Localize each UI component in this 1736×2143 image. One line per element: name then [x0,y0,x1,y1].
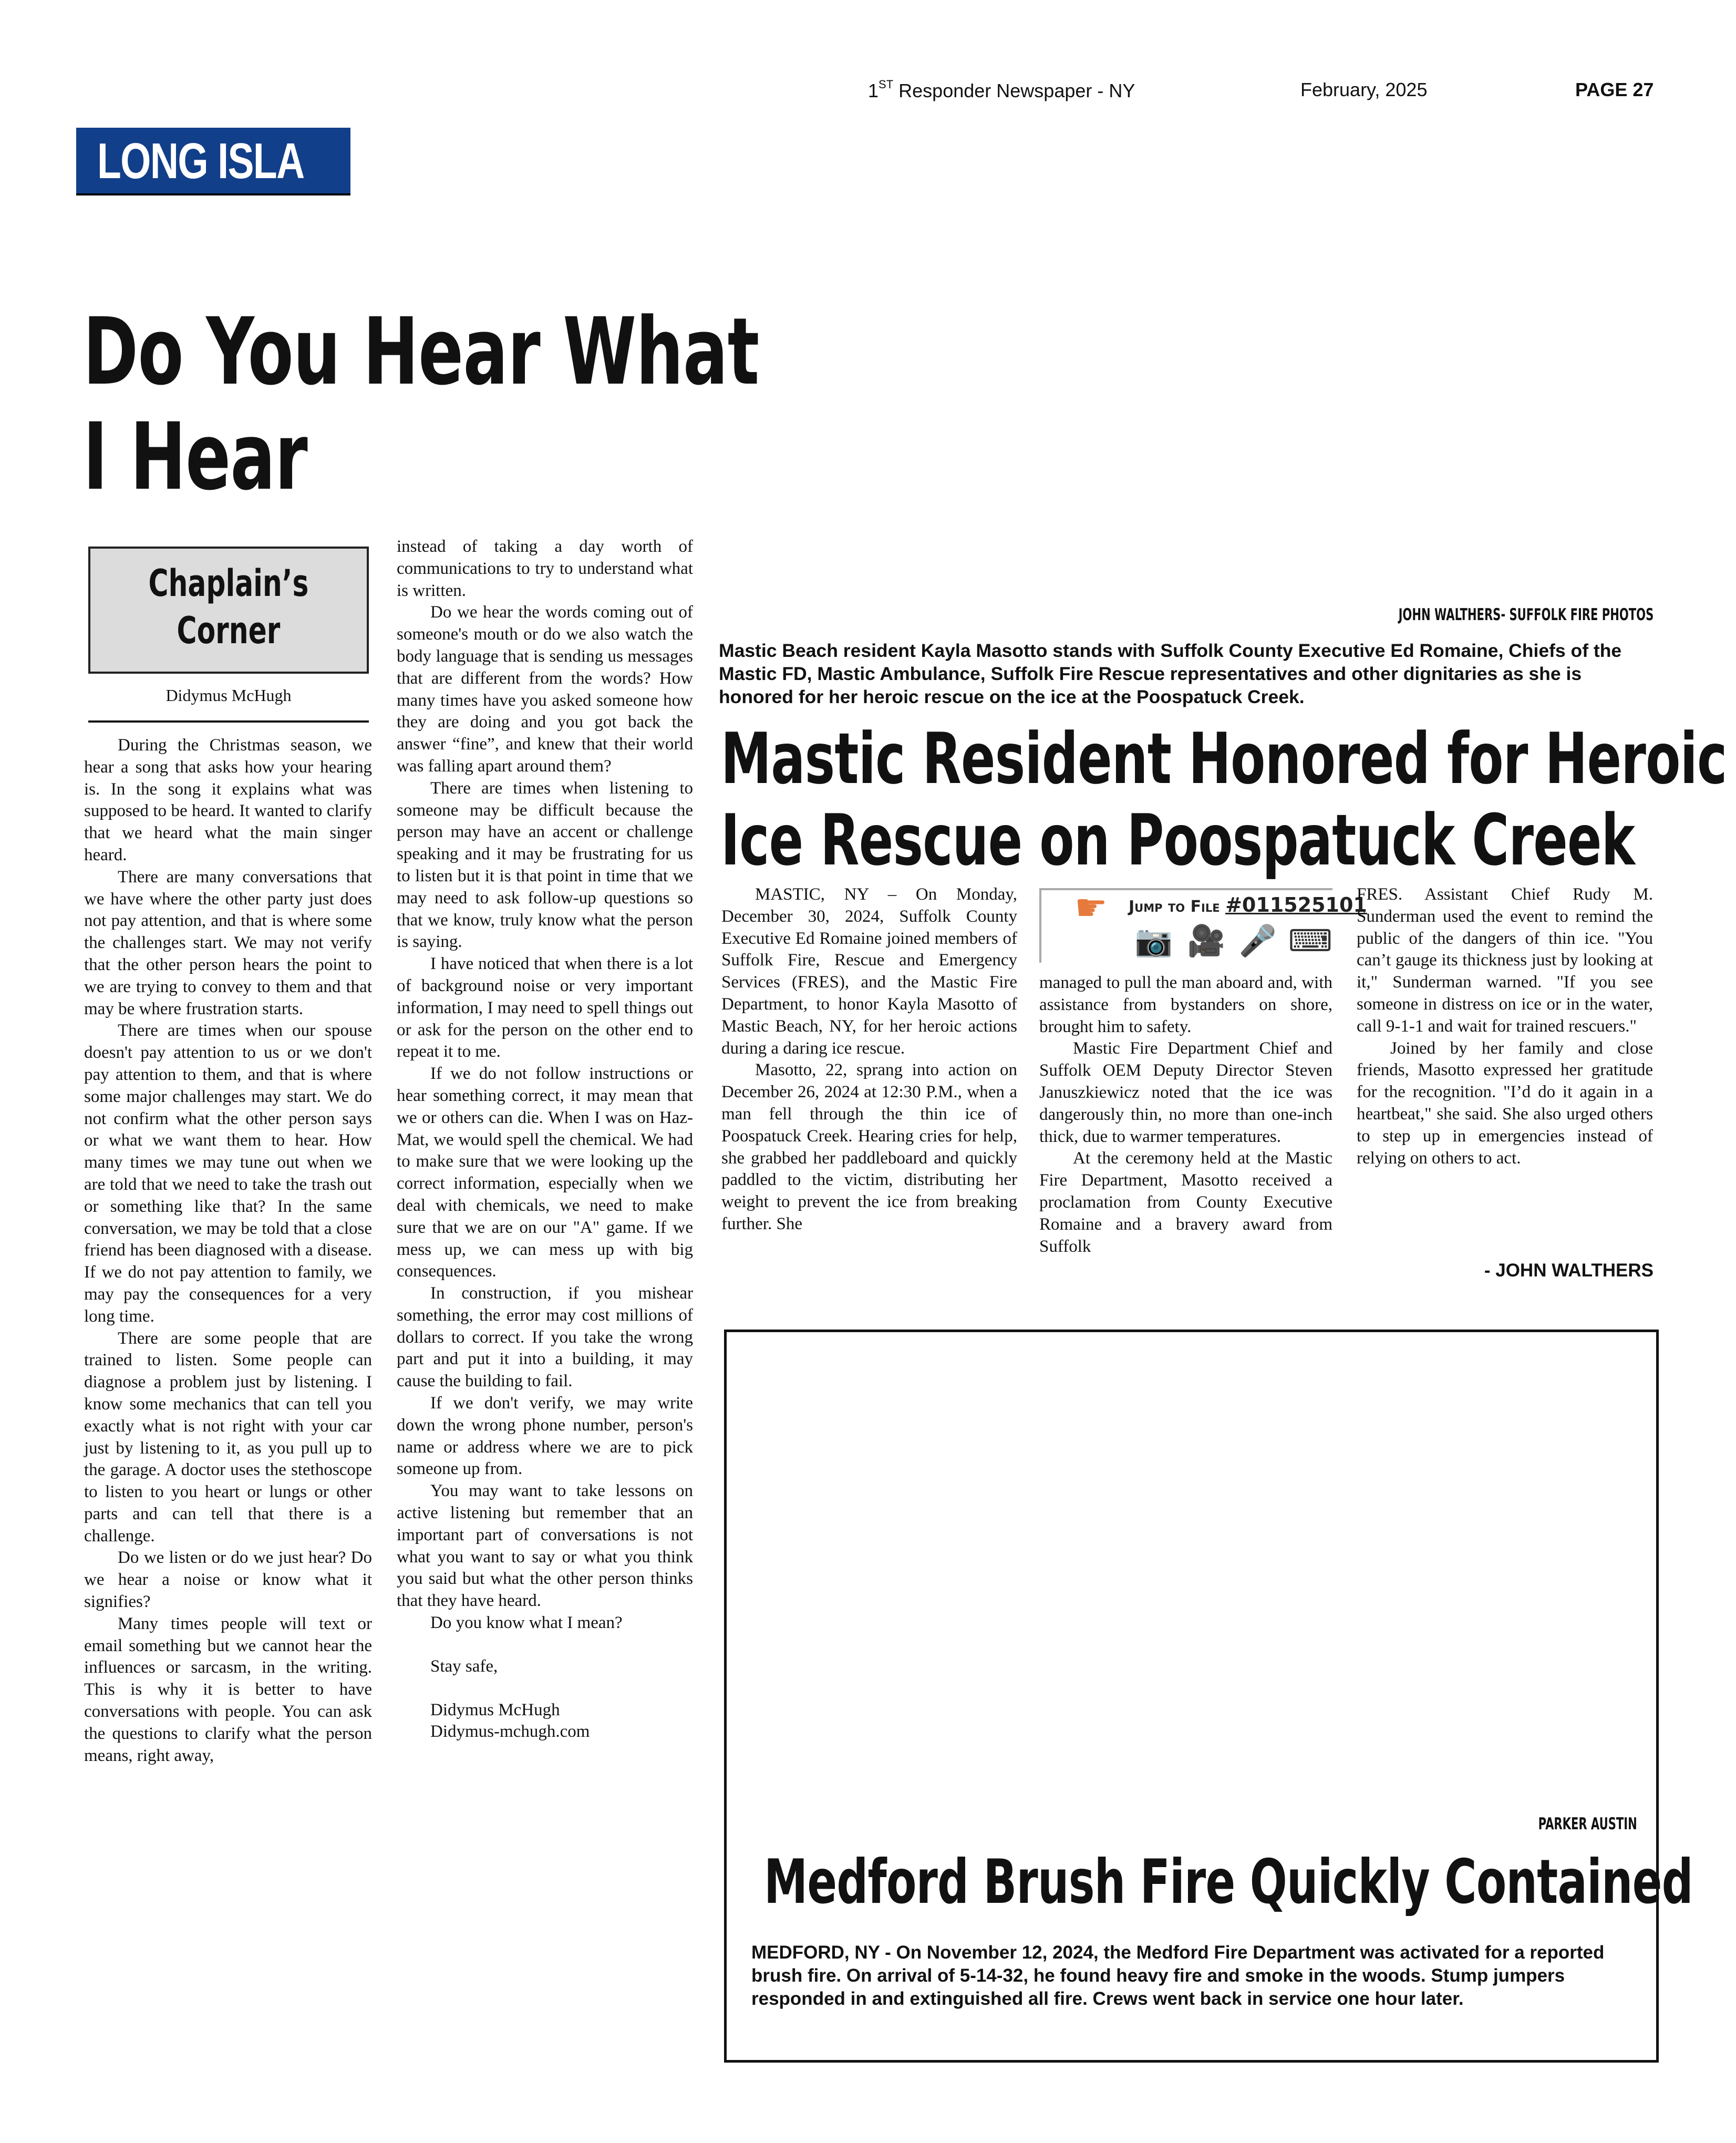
paragraph: Joined by her family and close friends, Masotto expressed her gratitude for the recognition. "I’d do it again in a heartbeat," she said. She also urged others to step up in emergencies instead of relying on others to act. [1357,1038,1653,1168]
paragraph: There are some people that are trained to listen. Some people can diagnose a problem just by listening. I know some mechanics that can tell you exactly what is not right with your car just by listening to it, as you pull up to the garage. A doctor uses the stethoscope to listen to you heart or lungs or other parts and can tell that there is a challenge. [84,1328,372,1546]
page-number: PAGE 27 [1575,79,1654,100]
medford-photo-credit: PARKER AUSTIN [1538,1815,1637,1833]
signature-website: Didymus-mchugh.com [430,1722,590,1742]
byline-rule [88,720,369,723]
paragraph: Mastic Fire Department Chief and Suffolk OEM Deputy Director Steven Januszkiewicz noted that the ice was dangerously thin, no more than one-inch thick, due to warmer temperatures. [1039,1039,1332,1146]
mastic-column-2 [1039,972,1332,1258]
jump-to-file-link[interactable]: Jump to File #011525101 [1129,893,1367,916]
photo-credit: JOHN WALTHERS- SUFFOLK FIRE PHOTOS [1398,605,1654,624]
section-banner: LONG ISLA [76,128,350,194]
paragraph: There are times when our spouse doesn't pay attention to us or we don't pay attention to them, and that is where some major challenges may start. We do not confirm what the other person says or what we want them to hear. How many times we may tune out when we are told that we need to take the trash out or something like that? In the same conversation, we may be told that a close friend has been diagnosed with a disease. If we do not pay attention to family, we may pay the consequences for a very long time. [84,1021,372,1326]
paragraph: Do we hear the words coming out of someone's mouth or do we also watch the body language that is sending us messages that are different from the words? How many times have you asked someone how they are doing and you got back the answer “fine”, and knew that their world was falling apart around them? [397,603,693,776]
medford-headline: Medford Brush Fire Quickly Contained [764,1847,1693,1918]
microphone-icon[interactable]: 🎤 [1238,923,1277,959]
paragraph: If we do not follow instructions or hear something correct, it may mean that we or others can die. When I was on Haz-Mat, we would spell the chemical. We had to make sure that we were looking up the correct information, especially when we deal with chemicals, we need to make sure that we are on our "A" game. If we mess up, we can mess up with big consequences. [397,1064,693,1281]
paragraph: Masotto, 22, sprang into action on December 26, 2024 at 12:30 P.M., when a man fell through the thin ice of Poospatuck Creek. Hearing cries for help, she grabbed her paddleboard and quickly paddled to the victim, distributing her weight to prevent the ice from breaking further. She [721,1060,1017,1233]
paragraph: There are times when listening to someone may be difficult because the person may have an accent or challenge speaking and it may be frustrating for us to listen but it is that point in time that we may need to ask follow-up questions so that we know, truly know what the person is saying. [397,778,693,952]
camera-icon[interactable]: 📷 [1134,923,1173,959]
photo-caption: Mastic Beach resident Kayla Masotto stands with Suffolk County Executive Ed Romaine, Chiefs of the Mastic FD, Mastic Ambulance, Suffolk Fire Rescue representatives and other dignitaries as she is honored for her heroic rescue on the ice at the Poospatuck Creek. [719,640,1622,707]
chaplain-headline: Do You Hear What I Hear [83,298,759,511]
paragraph: At the ceremony held at the Mastic Fire Department, Masotto received a proclamation from County Executive Romaine and a bravery award from Suffolk [1039,1149,1332,1256]
paragraph: During the Christmas season, we hear a song that asks how your hearing is. In the song it explains what was supposed to be heard. It wanted to clarify that we heard what the main singer heard. [84,736,372,864]
paragraph: managed to pull the man aboard and, with assistance from bystanders on shore, brought him to safety. [1039,973,1332,1036]
signature-name: Didymus McHugh [430,1700,560,1719]
mastic-column-1 [721,884,1017,1235]
mastic-column-3 [1357,884,1653,1169]
paragraph: You may want to take lessons on active listening but remember that an important part of conversations is not what you want to say or what you think you said but what the other person thinks that they have heard. [397,1481,693,1611]
paragraph: I have noticed that when there is a lot of background noise or very important information, I may need to spell things out or ask for the person on the other end to repeat it to me. [397,954,693,1062]
chaplain-byline: Didymus McHugh [166,686,292,705]
medford-body: MEDFORD, NY - On November 12, 2024, the Medford Fire Department was activated for a reported brush fire. On arrival of 5-14-32, he found heavy fire and smoke in the woods. Stump jumpers responded in and extinguished all fire. Crews went back in service one hour later. [751,1942,1605,2009]
paragraph: MASTIC, NY – On Monday, December 30, 2024, Suffolk County Executive Ed Romaine joined members of Suffolk Fire, Rescue and Emergency Services (FRES), and the Mastic Fire Department, to honor Kayla Masotto of Mastic Beach, NY, for her heroic actions during a daring ice rescue. [721,885,1017,1058]
banner-rule [76,193,350,195]
publication-name: 1ST Responder Newspaper - NY [868,78,1135,101]
video-camera-icon[interactable]: 🎥 [1187,923,1226,959]
pointing-hand-icon: ☛ [1074,886,1108,929]
paragraph: instead of taking a day worth of communications to try to understand what is written. [397,537,693,600]
signoff: Stay safe, [430,1656,498,1676]
chaplain-column-1 [84,735,372,1767]
paragraph: FRES. Assistant Chief Rudy M. Sunderman used the event to remind the public of the dangers of thin ice. "You can’t gauge its thickness just by looking at it," Sunderman warned. "If you see someone in distress on ice or in the water, call 9-1-1 and wait for trained rescuers." [1357,885,1653,1036]
paragraph: In construction, if you mishear something, the error may cost millions of dollars to correct. If you take the wrong part and put it into a building, it may cause the building to fail. [397,1284,693,1391]
chaplains-corner-title: Chaplain’s Corner [148,562,309,652]
paragraph: If we don't verify, we may write down the wrong phone number, person's name or address where we are to pick someone up from. [397,1394,693,1479]
chaplain-column-2 [397,536,693,1743]
typewriter-icon[interactable]: ⌨ [1288,923,1332,959]
paragraph: Do you know what I mean? [430,1613,623,1633]
paragraph: Do we listen or do we just hear? Do we hear a noise or know what it signifies? [84,1548,372,1612]
paragraph: Many times people will text or email something but we cannot hear the influences or sarcasm, in the writing. This is why it is better to have conversations with people. You can ask the questions to clarify what the person means, right away, [84,1614,372,1765]
article-signature: - JOHN WALTHERS [1484,1260,1654,1281]
issue-date: February, 2025 [1300,79,1428,100]
paragraph: There are many conversations that we have where the other party just does not pay attention, and that is where some the challenges start. We may not verify that the other person hears the point to we are trying to convey to them and that may be where frustration starts. [84,867,372,1018]
mastic-headline: Mastic Resident Honored for Heroic Ice Rescue on Poospatuck Creek [721,718,1727,881]
